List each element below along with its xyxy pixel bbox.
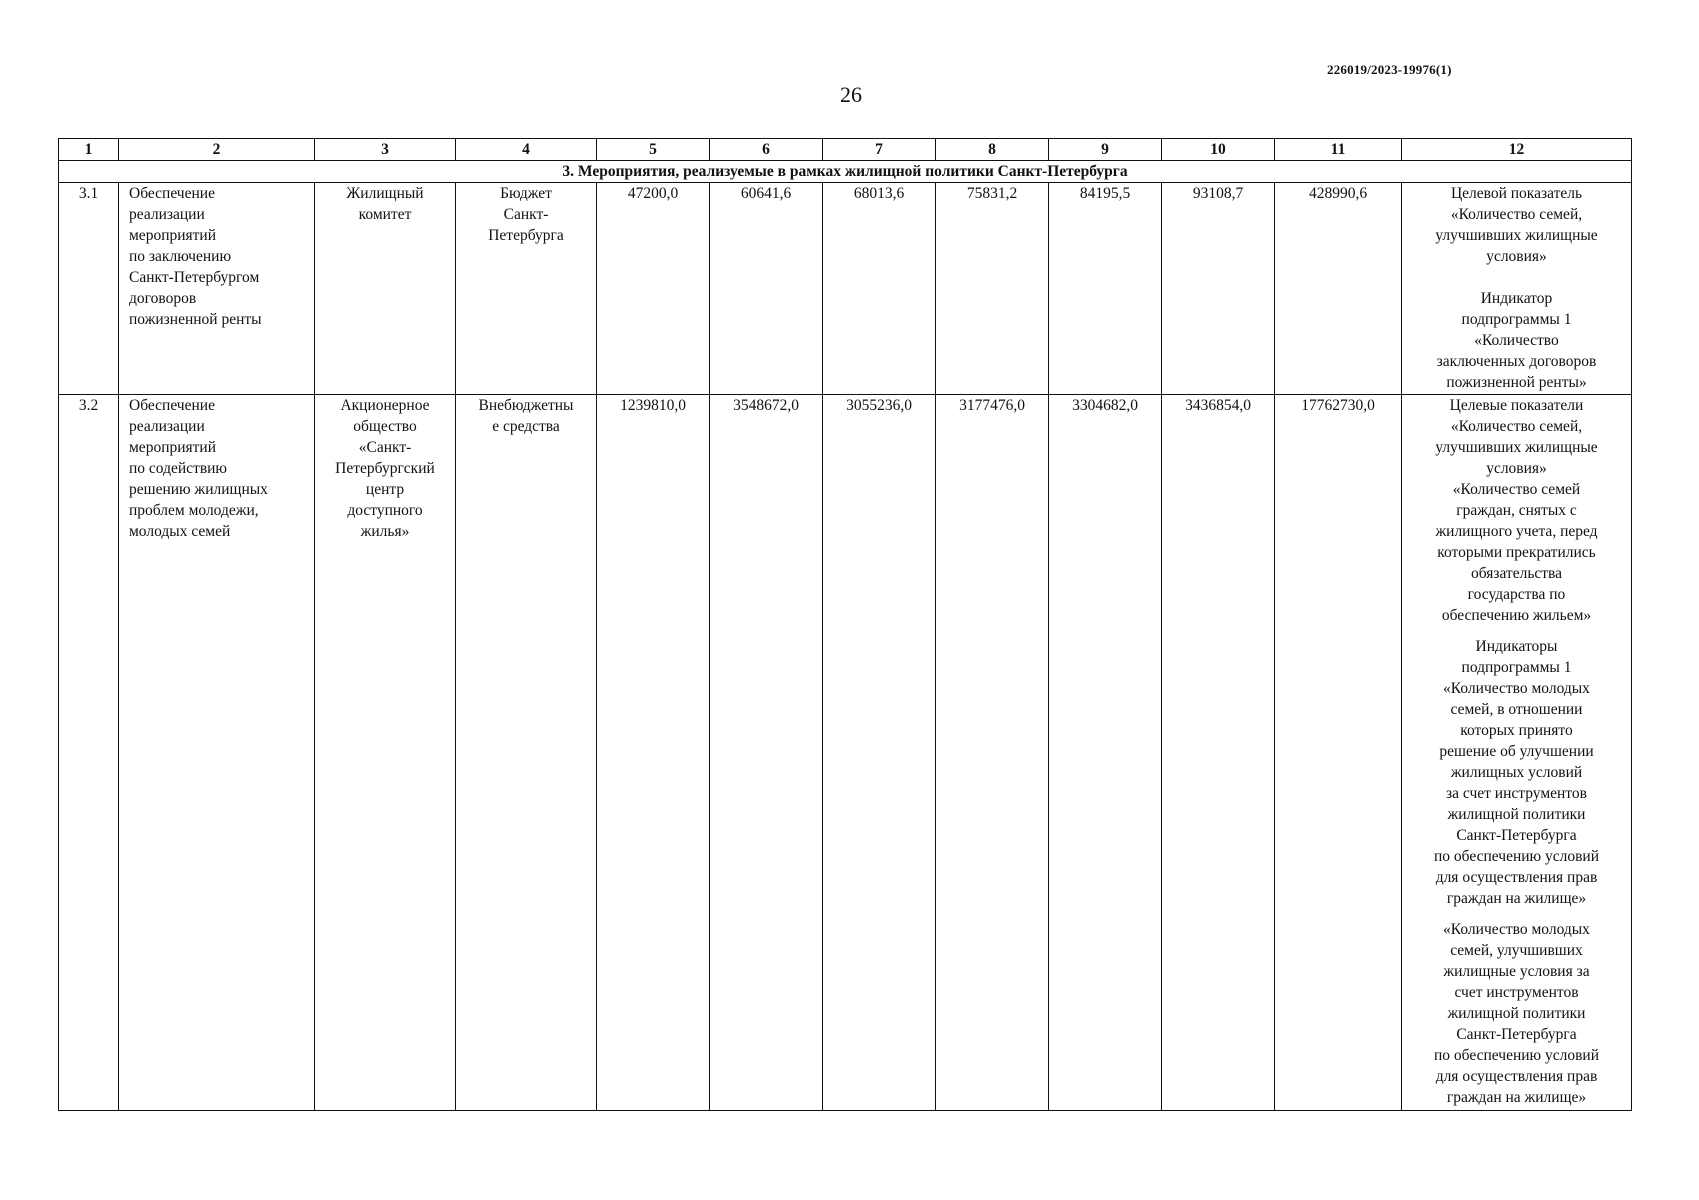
text-line: мероприятий xyxy=(129,439,217,456)
column-header: 5 xyxy=(597,139,710,161)
column-header: 11 xyxy=(1275,139,1402,161)
text-line: Санкт-Петербурга xyxy=(1456,827,1577,844)
column-header: 6 xyxy=(710,139,823,161)
text-line: Санкт- xyxy=(503,206,549,223)
text-line: «Количество семей, xyxy=(1450,418,1583,435)
subprogram-indicators xyxy=(1406,636,1627,909)
value-cell: 1239810,0 xyxy=(597,395,710,1111)
text-line: Целевой показатель xyxy=(1450,185,1583,202)
row-number: 3.2 xyxy=(59,395,119,1111)
subprogram-indicator xyxy=(1406,288,1627,393)
text-line: Санкт-Петербургом xyxy=(129,269,260,286)
text-line: Жилищный xyxy=(346,185,424,202)
text-line: пожизненной ренты» xyxy=(1446,374,1587,391)
text-line: граждан на жилище» xyxy=(1446,1089,1587,1106)
text-line: условия» xyxy=(1486,460,1547,477)
column-header: 12 xyxy=(1402,139,1632,161)
value-cell: 60641,6 xyxy=(710,183,823,395)
indicators-cell xyxy=(1402,183,1632,395)
funding-source xyxy=(456,183,597,395)
text-line: государства по xyxy=(1467,586,1566,603)
text-line: реализации xyxy=(129,418,205,435)
text-line: центр xyxy=(365,481,405,498)
executor xyxy=(315,395,456,1111)
text-line: Акционерное xyxy=(340,397,430,414)
column-header: 4 xyxy=(456,139,597,161)
text-line: которых принято xyxy=(1460,722,1573,739)
text-line: мероприятий xyxy=(129,227,217,244)
text-line: решению жилищных xyxy=(129,481,268,498)
text-line: «Санкт- xyxy=(358,439,412,456)
text-line: жилищных условий xyxy=(1450,764,1583,781)
text-line: жилищной политики xyxy=(1447,1005,1586,1022)
text-line: Петербурга xyxy=(488,227,564,244)
activity-name xyxy=(119,183,315,395)
value-cell: 3055236,0 xyxy=(823,395,936,1111)
page-number: 26 xyxy=(840,82,862,107)
text-line: «Количество xyxy=(1474,332,1559,349)
target-indicator xyxy=(1406,183,1627,267)
text-line: Индикатор xyxy=(1480,290,1553,307)
text-line: жилищной политики xyxy=(1447,806,1586,823)
text-line: счет инструментов xyxy=(1454,984,1579,1001)
value-cell: 3436854,0 xyxy=(1162,395,1275,1111)
text-line: пожизненной ренты xyxy=(129,311,262,328)
text-line: семей, улучшивших xyxy=(1450,942,1583,959)
column-header: 8 xyxy=(936,139,1049,161)
text-line: комитет xyxy=(358,206,412,223)
activity-name xyxy=(119,395,315,1111)
column-header: 9 xyxy=(1049,139,1162,161)
text-line: по заключению xyxy=(129,248,232,265)
value-cell: 93108,7 xyxy=(1162,183,1275,395)
indicators-cell xyxy=(1402,395,1632,1111)
text-line: по обеспечению условий xyxy=(1433,1047,1600,1064)
text-line: проблем молодежи, xyxy=(129,502,259,519)
text-line: граждан на жилище» xyxy=(1446,890,1587,907)
table-row xyxy=(59,395,1632,1111)
text-line: «Количество семей xyxy=(1452,481,1581,498)
text-line: «Количество молодых xyxy=(1443,680,1590,697)
row-number: 3.1 xyxy=(59,183,119,395)
text-line: Внебюджетны xyxy=(478,397,574,414)
text-line: молодых семей xyxy=(129,523,231,540)
executor xyxy=(315,183,456,395)
value-cell: 3177476,0 xyxy=(936,395,1049,1111)
value-cell: 3304682,0 xyxy=(1049,395,1162,1111)
column-header: 3 xyxy=(315,139,456,161)
text-line: семей, в отношении xyxy=(1450,701,1583,718)
text-line: Санкт-Петербурга xyxy=(1456,1026,1577,1043)
column-header: 1 xyxy=(59,139,119,161)
subprogram-indicator-2 xyxy=(1406,919,1627,1108)
text-line: обеспечению жильем» xyxy=(1441,607,1592,624)
text-line: жилищного учета, перед xyxy=(1435,523,1598,540)
text-line: Обеспечение xyxy=(129,185,215,202)
value-cell: 47200,0 xyxy=(597,183,710,395)
text-line: по содействию xyxy=(129,460,228,477)
text-line: заключенных договоров xyxy=(1436,353,1597,370)
text-line: улучшивших жилищные xyxy=(1435,439,1598,456)
text-line: по обеспечению условий xyxy=(1433,848,1600,865)
text-line: жилищные условия за xyxy=(1443,963,1590,980)
section-title: 3. Мероприятия, реализуемые в рамках жилищной политики Санкт-Петербурга xyxy=(59,161,1632,183)
text-line: Обеспечение xyxy=(129,397,215,414)
text-line: жилья» xyxy=(360,523,410,540)
text-line: условия» xyxy=(1486,248,1547,265)
text-line: доступного xyxy=(347,502,423,519)
funding-source xyxy=(456,395,597,1111)
text-line: решение об улучшении xyxy=(1439,743,1594,760)
text-line: договоров xyxy=(129,290,197,307)
text-line: для осуществления прав xyxy=(1435,1068,1598,1085)
text-line: «Количество семей, xyxy=(1450,206,1583,223)
text-line: подпрограммы 1 xyxy=(1461,659,1572,676)
column-header: 7 xyxy=(823,139,936,161)
column-number-row xyxy=(59,139,1632,161)
text-line: которыми прекратились xyxy=(1437,544,1596,561)
section-row xyxy=(59,161,1632,183)
column-header: 2 xyxy=(119,139,315,161)
text-line: подпрограммы 1 xyxy=(1461,311,1572,328)
column-header: 10 xyxy=(1162,139,1275,161)
value-cell: 84195,5 xyxy=(1049,183,1162,395)
total-value-cell: 428990,6 xyxy=(1275,183,1402,395)
program-table xyxy=(58,138,1632,1111)
value-cell: 75831,2 xyxy=(936,183,1049,395)
text-line: Индикаторы xyxy=(1475,638,1558,655)
value-cell: 3548672,0 xyxy=(710,395,823,1111)
text-line: е средства xyxy=(492,418,560,435)
text-line: за счет инструментов xyxy=(1446,785,1587,802)
text-line: «Количество молодых xyxy=(1443,921,1590,938)
total-value-cell: 17762730,0 xyxy=(1275,395,1402,1111)
text-line: граждан, снятых с xyxy=(1456,502,1577,519)
document-id: 226019/2023-19976(1) xyxy=(1327,62,1452,77)
text-line: реализации xyxy=(129,206,205,223)
table-row xyxy=(59,183,1632,395)
text-line: Бюджет xyxy=(500,185,552,202)
text-line: общество xyxy=(353,418,417,435)
text-line: Петербургский xyxy=(335,460,435,477)
value-cell: 68013,6 xyxy=(823,183,936,395)
text-line: улучшивших жилищные xyxy=(1435,227,1598,244)
text-line: для осуществления прав xyxy=(1435,869,1598,886)
text-line: Целевые показатели xyxy=(1449,397,1584,414)
target-indicators xyxy=(1406,395,1627,626)
text-line: обязательства xyxy=(1470,565,1563,582)
